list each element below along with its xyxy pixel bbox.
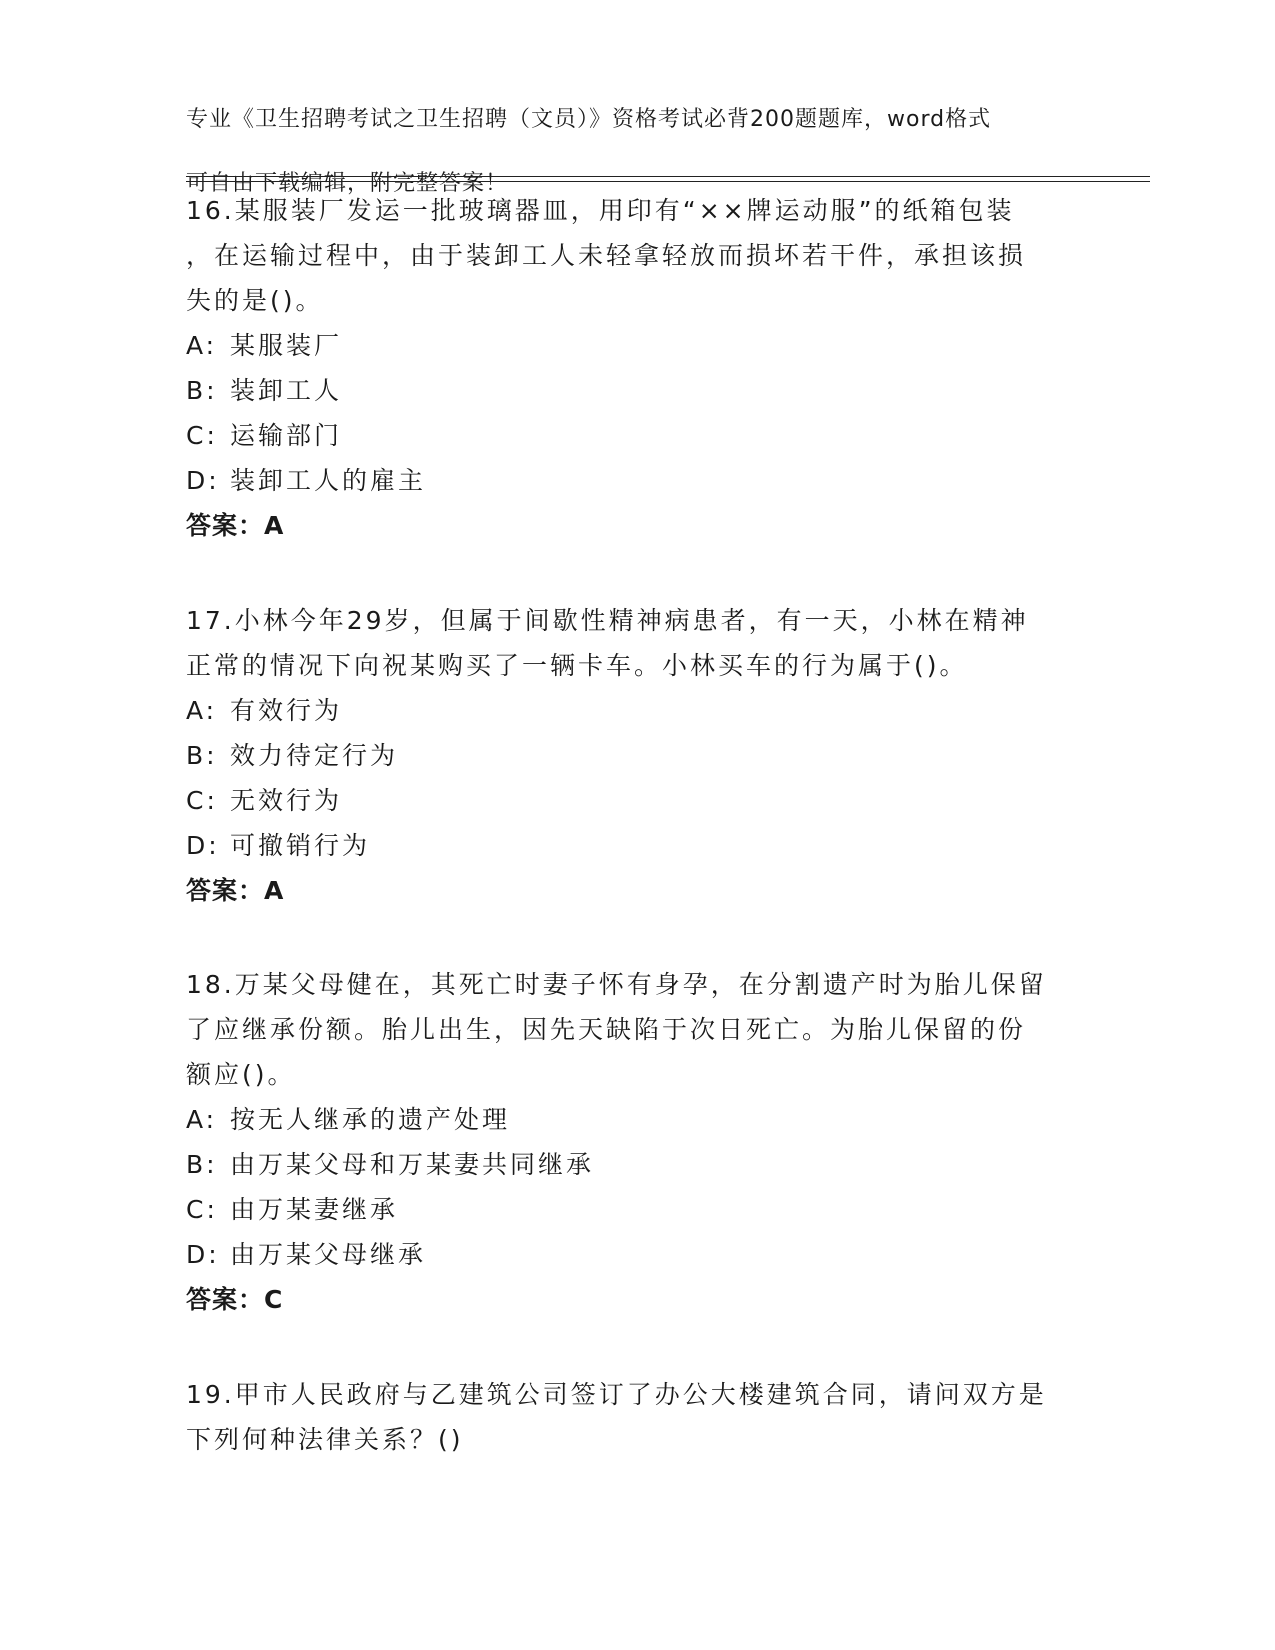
option-key: C: [186,1195,218,1224]
answer-line: 答案：A [186,511,285,540]
option-text: 某服装厂 [230,331,343,360]
question-stem-line: 了应继承份额。胎儿出生，因先天缺陷于次日死亡。为胎儿保留的份 [186,1015,1027,1044]
option-key: B: [186,376,218,405]
option-text: 由万某妻继承 [230,1195,399,1224]
header-divider-bottom [186,181,1150,182]
question-19 [186,1372,1066,1462]
option-a [186,323,1066,368]
option-key: C: [186,421,218,450]
option-b [186,733,1066,778]
option-d [186,1232,1066,1277]
question-stem-line: ，在运输过程中，由于装卸工人未轻拿轻放而损坏若干件，承担该损 [186,241,1027,270]
option-a [186,688,1066,733]
option-text: 运输部门 [230,421,343,450]
option-key: D: [186,466,220,495]
question-stem-line: 17.小林今年29岁，但属于间歇性精神病患者，有一天，小林在精神 [186,606,1029,635]
question-stem-line: 19.甲市人民政府与乙建筑公司签订了办公大楼建筑合同，请问双方是 [186,1380,1047,1409]
option-a [186,1097,1066,1142]
option-b [186,1142,1066,1187]
option-key: D: [186,1240,220,1269]
option-text: 按无人继承的遗产处理 [230,1105,511,1134]
option-key: A: [186,1105,218,1134]
option-text: 效力待定行为 [230,741,399,770]
option-d [186,458,1066,503]
option-b [186,368,1066,413]
option-key: A: [186,331,218,360]
option-text: 装卸工人 [230,376,343,405]
option-key: A: [186,696,218,725]
answer-line: 答案：C [186,1285,284,1314]
question-stem-line: 失的是()。 [186,286,324,315]
question-18 [186,962,1066,1322]
header-divider-top [186,176,1150,177]
question-17 [186,598,1066,913]
option-text: 可撤销行为 [230,831,371,860]
question-stem-line: 下列何种法律关系？() [186,1425,464,1454]
option-key: C: [186,786,218,815]
option-text: 有效行为 [230,696,343,725]
option-key: B: [186,1150,218,1179]
question-16 [186,188,1066,548]
question-stem-line: 18.万某父母健在，其死亡时妻子怀有身孕，在分割遗产时为胎儿保留 [186,970,1047,999]
option-text: 由万某父母继承 [230,1240,427,1269]
question-stem-line: 16.某服装厂发运一批玻璃器皿，用印有“××牌运动服”的纸箱包装 [186,196,1015,225]
option-key: B: [186,741,218,770]
option-text: 无效行为 [230,786,343,815]
question-stem-line: 额应()。 [186,1060,296,1089]
option-text: 装卸工人的雇主 [230,466,427,495]
answer-line: 答案：A [186,876,285,905]
option-text: 由万某父母和万某妻共同继承 [230,1150,595,1179]
option-c [186,778,1066,823]
header-line-2: 可自由下载编辑，附完整答案！ [186,171,509,196]
option-c [186,413,1066,458]
option-c [186,1187,1066,1232]
option-key: D: [186,831,220,860]
option-d [186,823,1066,868]
question-stem-line: 正常的情况下向祝某购买了一辆卡车。小林买车的行为属于()。 [186,651,968,680]
header-line-1: 专业《卫生招聘考试之卫生招聘（文员）》资格考试必背200题题库，word格式 [186,107,992,132]
